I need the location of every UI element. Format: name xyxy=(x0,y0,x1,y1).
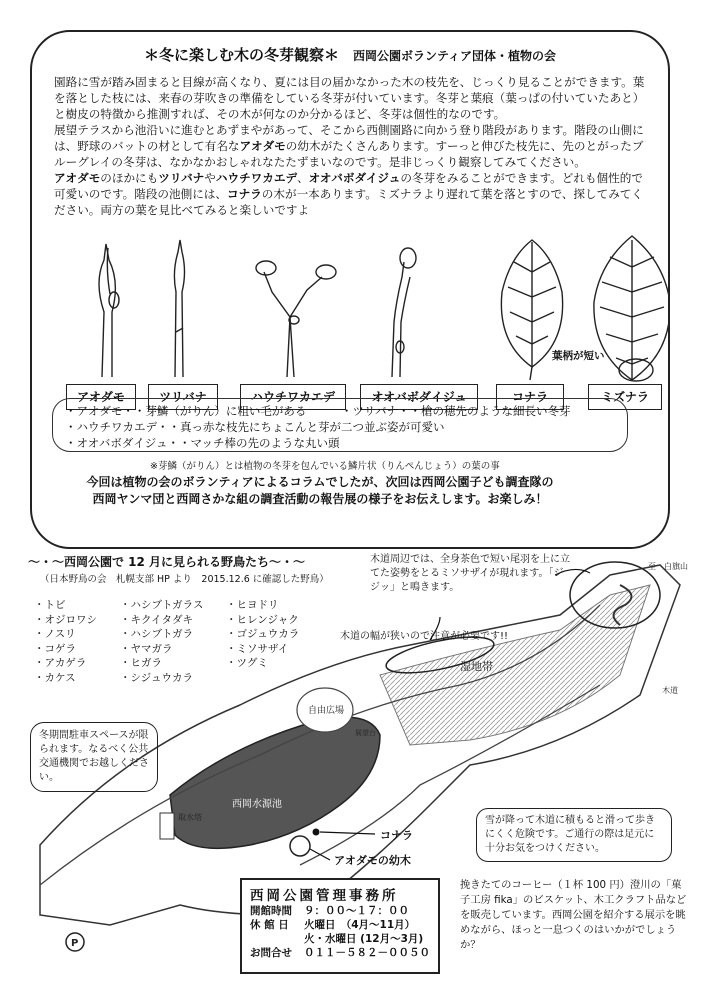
closing-line: 今回は植物の会のボランティアによるコラムでしたが、次回は西岡公園子ども調査隊の xyxy=(86,475,554,489)
oobabodaiju-bud-sketch xyxy=(392,248,416,377)
closing-line: 西岡ヤンマ団と西岡さかな組の調査活動の報告展の様子をお伝えします。お楽しみ！ xyxy=(92,492,548,506)
closed-row-2 xyxy=(250,932,430,946)
bird-item: ・ヒレンジャク xyxy=(226,613,299,626)
tel-label: お問合せ xyxy=(250,947,292,959)
hours-value: ９：００～１７：００ xyxy=(304,905,409,917)
bird-item: ・トビ xyxy=(34,599,66,611)
label-oobabodaiju: オオバボダイジュ xyxy=(360,384,478,410)
bird-list-col-3 xyxy=(226,598,299,671)
birds-source: （日本野鳥の会 札幌支部 HP より 2015.12.6 に確認した野鳥） xyxy=(40,574,329,585)
bird-item: ・ミソサザイ xyxy=(226,642,289,655)
pond-label: 西岡水源池 xyxy=(232,799,282,810)
cafe-note: 挽きたてのコーヒー（１杯 100 円）澄川の「菓子工房 fika」のビスケット、木工クラフト品などを販売しています。西岡公園を紹介する展示を眺めながら、ほっと一息つくのはいかがでしょうか？ xyxy=(460,879,687,951)
bird-item: ・コゲラ xyxy=(34,642,76,655)
konara-marker xyxy=(313,829,320,836)
title-text: ＊冬に楽しむ木の冬芽観察＊ xyxy=(143,46,339,64)
intro-text-run: の冬芽をみることができます。どれも個性的で可愛いのです。階段の池側には、 xyxy=(54,171,643,201)
narrow-note: 木道の幅が狭いので注意が必要です!! xyxy=(340,631,509,642)
intro-text-run: 展望テラスから池沿いに進むとあずまやがあって、そこから西側園路に向かう登り階段があります。階段の山側には、野球のバットの材として有名な xyxy=(54,123,644,153)
hauchiwakaede-bud-sketch xyxy=(256,261,336,377)
deck-label: 展望台 xyxy=(355,729,376,737)
organization-name: 西岡公園ボランティア団体・植物の会 xyxy=(352,49,557,63)
closed-value-1: 火曜日 （4月～11月） xyxy=(304,919,416,931)
intro-text xyxy=(54,74,648,218)
label-mizunara: ミズナラ xyxy=(588,384,662,410)
highlight-tsuribana: ツリバナ xyxy=(158,171,205,185)
mountain-label: 至 白旗山 xyxy=(648,562,688,571)
closed-label: 休 館 日 xyxy=(250,919,289,931)
highlight-oobabodaiju: オオバボダイジュ xyxy=(308,171,401,185)
closing-text xyxy=(50,474,590,508)
hours-row xyxy=(250,904,430,918)
hours-label: 開館時間 xyxy=(250,905,292,917)
bird-list-col-2 xyxy=(120,598,203,685)
bird-item: ・オジロワシ xyxy=(34,613,97,626)
tel-value: ０１１－５８２－００５０ xyxy=(304,947,430,959)
intro-text-run: の幼木がたくさんあります。すーっと伸びた枝先に、先のとがったブルーグレイの冬芽は、なかなかおしゃれなたたずまいなのです。是非じっくり観察してみてください。 xyxy=(54,139,644,169)
highlight-hauchiwakaede: ハウチワカエデ xyxy=(215,171,298,185)
aodamo-note: アオダモの幼木 xyxy=(334,854,411,867)
petiole-label: 葉柄が短い xyxy=(552,350,605,362)
page-title xyxy=(32,44,668,65)
highlight-konara: コナラ xyxy=(226,187,262,201)
bird-item: ・ゴジュウカラ xyxy=(226,628,300,640)
highlight-aodamo: アオダモ xyxy=(239,139,286,153)
intro-paragraph-2 xyxy=(54,122,648,170)
bird-list-col-1 xyxy=(34,598,97,685)
tel-row xyxy=(250,946,430,960)
birds-title: ～・～西岡公園で 12 月に見られる野鳥たち～・～ xyxy=(28,555,306,569)
bird-item: ・ツグミ xyxy=(226,657,268,669)
bird-item: ・キクイタダキ xyxy=(120,613,193,626)
bird-item: ・ヤマガラ xyxy=(120,642,173,655)
intro-text-run: の木が一本あります。ミズナラより遅れて葉を落とすので、探してみてください。両方の葉を見比べてみると楽しいですよ xyxy=(54,187,643,217)
konara-note: コナラ xyxy=(380,829,413,842)
bird-item: ・ヒガラ xyxy=(120,657,162,669)
note-line: ・アオダモ・・芽鱗（がりん）に粗い毛がある ・ツリバナ・・槍の穂先のような細長い冬芽 xyxy=(65,404,571,418)
closed-row xyxy=(250,918,430,932)
footnote: ※芽鱗（がりん）とは植物の冬芽を包んでいる鱗片状（りんぺんじょう）の葉の事 xyxy=(150,461,500,472)
mizunara-leaf-sketch xyxy=(594,236,668,381)
parking-label: P xyxy=(71,938,79,949)
label-konara: コナラ xyxy=(496,384,564,410)
highlight-aodamo: アオダモ xyxy=(54,171,101,185)
bird-item: ・ハシブトガラス xyxy=(120,599,204,611)
office-name: 西岡公園管理事務所 xyxy=(250,888,399,904)
wood-note: 木道周辺では、全身茶色で短い尾羽を上に立てた姿勢をとるミソサザイが現れます。「ジジッ」と鳴きます。 xyxy=(370,554,570,593)
tower-label: 取水塔 xyxy=(178,813,202,822)
bird-item: ・ハシブトガラ xyxy=(120,628,194,640)
plaza-label: 自由広場 xyxy=(308,706,345,716)
bird-item: ・アカゲラ xyxy=(34,657,87,669)
intro-text-run: のほかにも xyxy=(100,171,159,185)
closed-value-2: 火・水曜日 (12月～3月) xyxy=(304,933,424,945)
intro-text-run: や xyxy=(204,171,216,185)
label-aodamo: アオダモ xyxy=(66,384,136,410)
snow-note: 雪が降って木道に積もると滑って歩きにくく危険です。ご通行の際は足元に十分お気をつけください。 xyxy=(476,808,672,862)
tsuribana-bud-sketch xyxy=(174,240,184,377)
office-info xyxy=(240,878,440,974)
intro-paragraph-1: 園路に雪が踏み固まると目線が高くなり、夏には目の届かなかった木の枝先を、じっくり見ることができます。葉を落とした枝には、来春の芽吹きの準備をしている冬芽が付いています。冬芽と葉痕（葉っぱの付いていたあと）と樹皮の特徴から推測すれば、その木が何なのか分かるほど、冬芽は個性的なのです。 xyxy=(54,75,645,121)
boardwalk-label: 木道 xyxy=(662,686,678,695)
label-tsuribana: ツリバナ xyxy=(148,384,218,410)
wetland-label: 湿地帯 xyxy=(460,660,493,673)
bud-notes xyxy=(52,398,628,452)
intake-tower-icon xyxy=(160,813,174,839)
bird-item: ・カケス xyxy=(34,671,76,684)
bird-item: ・シジュウカラ xyxy=(120,671,194,684)
label-hauchiwakaede: ハウチワカエデ xyxy=(240,384,346,410)
note-line: ・オオバボダイジュ・・マッチ棒の先のような丸い頭 xyxy=(65,436,340,450)
aodamo-bud-sketch xyxy=(99,244,119,377)
intro-text-run: 、 xyxy=(297,171,309,185)
bird-item: ・ノスリ xyxy=(34,628,76,640)
note-line: ・ハウチワカエデ・・真っ赤な枝先にちょこんと芽が二つ並ぶ姿が可愛い xyxy=(65,420,445,434)
intro-paragraph-3 xyxy=(54,170,648,218)
bird-item: ・ヒヨドリ xyxy=(226,599,279,611)
parking-note: 冬期間駐車スペースが限られます。なるべく公共交通機関でお越しください。 xyxy=(30,722,158,792)
